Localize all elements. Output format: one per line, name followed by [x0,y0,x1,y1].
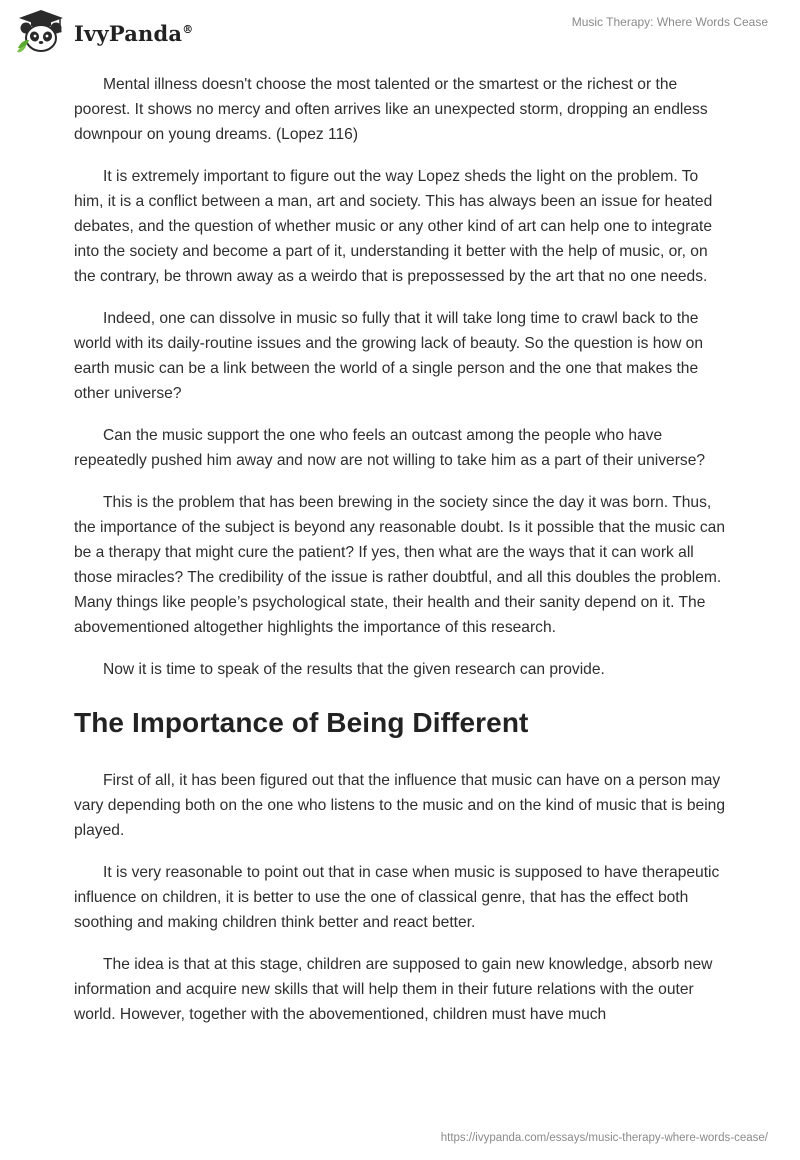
paragraph: Now it is time to speak of the results that the given research can provide. [103,661,605,678]
paragraph: This is the problem that has been brewing in the society since the day it was born. Thus, the importance of the subject is beyond any reasonable doubt. Is it possible that the music can be a therapy that might cure the patient? If yes, then what are the ways that it can work all those miracles? The credibility of the issue is rather doubtful, and all this doubles the problem. Many things like people’s psychological state, their health and their sanity depend on it. The abovementioned altogether highlights the importance of this research. [74,494,725,636]
brand-name: IvyPanda® [74,20,194,46]
source-url[interactable]: https://ivypanda.com/essays/music-therapy-where-words-cease/ [440,1132,768,1144]
paragraph: Mental illness doesn't choose the most talented or the smartest or the richest or the poorest. It shows no mercy and often arrives like an unexpected storm, dropping an endless downpour on young dreams. (Lopez 116) [74,76,708,143]
paragraph: First of all, it has been figured out that the influence that music can have on a person may vary depending both on the one who listens to the music and on the kind of music that is being played. [74,772,726,839]
section-heading: The Importance of Being Different [74,707,529,738]
ivypanda-logo[interactable] [14,8,193,54]
paragraph: Indeed, one can dissolve in music so fully that it will take long time to crawl back to the world with its daily-routine issues and the growing lack of beauty. So the question is how on earth music can be a link between the world of a single person and the one that makes the other universe? [74,310,704,402]
panda-graduate-logo-icon [14,8,68,54]
registered-mark: ® [182,22,194,36]
paragraph: It is very reasonable to point out that in case when music is supposed to have therapeutic influence on children, it is better to use the one of classical genre, that has the effect both soothing and making children think better and react better. [74,864,720,931]
paragraph: It is extremely important to figure out the way Lopez sheds the light on the problem. To him, it is a conflict between a man, art and society. This has always been an issue for heated debates, and the question of whether music or any other kind of art can help one to integrate into the society and become a part of it, understanding it better with the help of music, or, on the contrary, be thrown away as a weirdo that is prepossessed by the art that no one needs. [74,168,713,285]
paragraph: The idea is that at this stage, children are supposed to gain new knowledge, absorb new information and acquire new skills that will help them in their future relations with the outer world. However, together with the abovementioned, children must have much [74,956,713,1023]
running-title: Music Therapy: Where Words Cease [571,15,768,29]
page-header [0,0,800,60]
article-body [74,72,726,1044]
paragraph: Can the music support the one who feels an outcast among the people who have repeatedly pushed him away and now are not willing to take him as a part of their universe? [74,427,706,469]
